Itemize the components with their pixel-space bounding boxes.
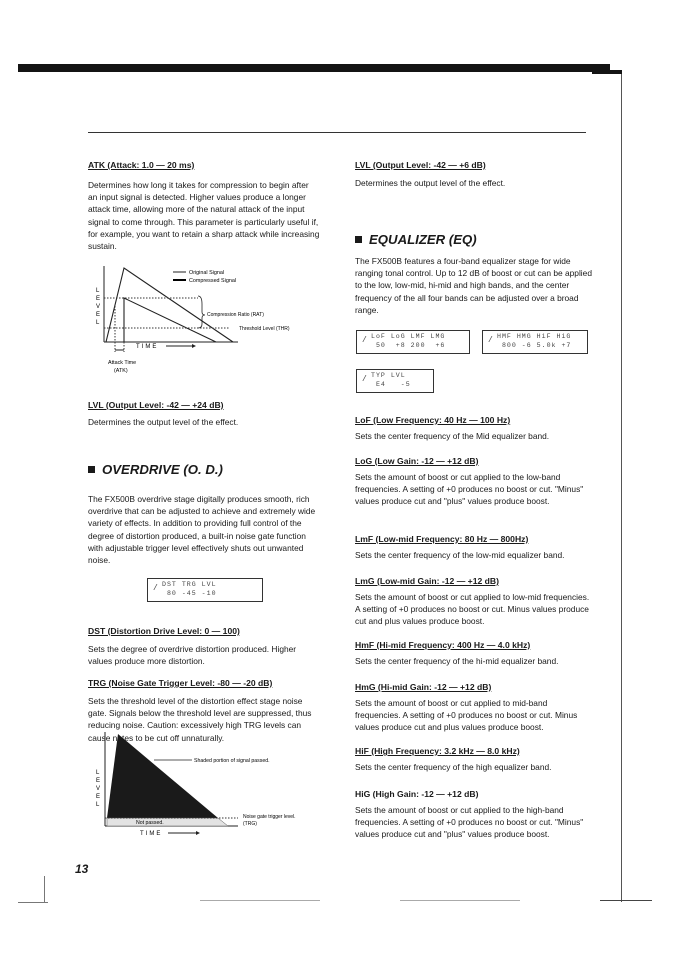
hif-section [355,746,595,773]
param-heading: HiF (High Frequency: 3.2 kHz — 8.0 kHz) [355,746,520,756]
ratio-label: Compression Ratio (RAT) [207,312,264,318]
dst-section [88,626,320,667]
ratio-brace [198,296,205,328]
param-body: Sets the center frequency of the high equalizer band. [355,762,552,772]
footer-tick [44,876,45,902]
lof-section [355,415,595,442]
lcd-line-2: 80 -45 -10 [162,590,217,597]
gate-level-letter: E [96,778,101,784]
trg-body: Sets the threshold level of the distortion effect stage noise gate. Signals below the threshold level are suppressed, thus reducing noise. Caution: excessively high TRG levels can cause notes to be cut off unnaturally. [88,696,312,743]
param-heading: HmG (Hi-mid Gain: -12 — +12 dB) [355,682,492,692]
lvl-heading-left: LVL (Output Level: -42 — +24 dB) [88,400,224,410]
lvl-body-right: Determines the output level of the effect. [355,178,506,188]
param-body: Sets the amount of boost or cut applied to the low-band frequencies. A setting of +0 produces no boost or cut. "Minus" values produce cut and "plus" values produce boost. [355,472,584,507]
overdrive-heading [88,462,320,477]
comp-level-letter: V [96,304,101,310]
equalizer-title: EQUALIZER (EQ) [369,232,477,247]
trigger-label-abbr: (TRG) [243,821,257,827]
not-passed-label: Not passed. [136,820,164,826]
lmf-section [355,534,595,561]
lcd-cursor-icon: / [153,584,159,593]
gate-level-letter: L [96,802,100,808]
lcd-line-1: TYP LVL [371,372,406,379]
lcd-cursor-icon: / [488,336,494,345]
lcd-line-1: HMF HMG HiF HiG [497,333,572,340]
header-bar-tail [592,70,622,74]
param-heading: LmG (Low-mid Gain: -12 — +12 dB) [355,576,499,586]
lcd-cursor-icon: / [362,336,368,345]
log-section [355,456,595,508]
noise-gate-diagram [88,728,322,840]
atk-heading: ATK (Attack: 1.0 — 20 ms) [88,160,195,170]
not-passed-region [107,818,228,826]
page-number: 13 [75,862,89,876]
gate-level-letters [96,770,100,808]
lcd-line-1: DST TRG LVL [162,581,217,588]
comp-level-letter: E [96,296,101,302]
hig-section [355,789,595,841]
comp-time-label: TIME [136,344,159,350]
overdrive-lcd-display [147,578,263,602]
equalizer-section [355,232,595,316]
param-heading: LoF (Low Frequency: 40 Hz — 100 Hz) [355,415,511,425]
overdrive-title: OVERDRIVE (O. D.) [102,462,223,477]
header-rule [88,132,586,133]
footer-line [400,900,520,901]
hmf-section [355,640,595,667]
legend-original-label: Original Signal [189,270,225,276]
atk-section [88,160,320,252]
lvl-section-left [88,400,320,428]
gate-time-arrowhead [196,831,200,835]
gate-level-letter: V [96,786,101,792]
footer-line [200,900,320,901]
section-bullet-icon [88,466,95,473]
comp-time-arrowhead [192,344,196,348]
param-body: Sets the amount of boost or cut applied to the high-band frequencies. A setting of +0 produces no boost or cut. "Minus" values produce cut and "plus" values produce boost. [355,805,584,840]
eq-lcd-display-3 [356,369,434,393]
param-body: Sets the center frequency of the Mid equalizer band. [355,431,550,441]
lvl-body-left: Determines the output level of the effect. [88,417,239,427]
lmg-section [355,576,595,628]
param-heading: HmF (Hi-mid Frequency: 400 Hz — 4.0 kHz) [355,640,531,650]
lcd-cursor-icon: / [362,375,368,384]
eq-lcd-display-1 [356,330,470,354]
param-body: Sets the center frequency of the low-mid equalizer band. [355,550,565,560]
param-body: Sets the amount of boost or cut applied to mid-band frequencies. A setting of +0 produces no boost or cut. Minus values produce cut and plus values produce boost. [355,698,578,733]
attack-time-label: Attack Time [108,360,137,366]
overdrive-body: The FX500B overdrive stage digitally produces smooth, rich overdrive that can be adjusted to achieve and extremely wide variety of effects. In addition to providing full control of the degree of distortion produced, a built-in noise gate function with adjustable trigger level effectively shuts out unwanted noise. [88,494,316,566]
hmg-section [355,682,595,734]
passed-signal-shape [107,734,218,818]
param-heading: LoG (Low Gain: -12 — +12 dB) [355,456,479,466]
trg-heading: TRG (Noise Gate Trigger Level: -80 — -20 dB) [88,678,273,688]
param-body: Sets the center frequency of the hi-mid equalizer band. [355,656,559,666]
param-heading: LmF (Low-mid Frequency: 80 Hz — 800Hz) [355,534,529,544]
atk-body: Determines how long it takes for compression to begin after an input signal is detected. Higher values produce a longer attack time, allowing more of the natural attack of the input signal to come through. This parameter is particularly useful if, for example, you want to retain a sharp attack while increasing sustain. [88,180,320,252]
dst-heading: DST (Distortion Drive Level: 0 — 100) [88,626,240,636]
comp-level-letter: E [96,312,101,318]
gate-level-letter: L [96,770,100,776]
compressor-diagram [88,262,320,380]
overdrive-section [88,462,320,566]
equalizer-heading [355,232,595,247]
comp-level-letters [96,288,100,326]
trigger-label: Noise gate trigger level. [243,814,296,820]
footer-line [18,902,48,903]
attack-time-abbr: (ATK) [114,368,128,374]
shaded-label: Shaded portion of signal passed. [194,758,270,764]
gate-time-label: TIME [140,831,163,837]
footer-line [600,900,652,901]
comp-level-letter: L [96,288,100,294]
comp-level-letter: L [96,320,100,326]
eq-lcd-display-2 [482,330,588,354]
dst-body: Sets the degree of overdrive distortion produced. Higher values produce more distortion. [88,644,297,667]
lcd-line-2: E4 -5 [371,381,411,388]
lvl-heading-right: LVL (Output Level: -42 — +6 dB) [355,160,486,170]
lcd-line-1: LoF LoG LMF LMG [371,333,446,340]
threshold-label: Threshold Level (THR) [239,326,290,332]
legend-compressed-label: Compressed Signal [189,278,237,284]
equalizer-body: The FX500B features a four-band equalizer stage for wide ranging tonal control. Up to 12 dB of boost or cut can be applied to the low, low-mid, hi-mid and high bands, and the center frequency of the all four bands can be adjusted over a broad range. [355,256,592,315]
section-bullet-icon [355,236,362,243]
header-bar [18,64,610,72]
param-heading: HiG (High Gain: -12 — +12 dB) [355,789,479,799]
page-edge-line [621,74,622,902]
lcd-line-2: 50 +8 200 +6 [371,342,446,349]
gate-level-letter: E [96,794,101,800]
lvl-section-right [355,160,595,189]
param-body: Sets the amount of boost or cut applied to low-mid frequencies. A setting of +0 produces no boost or cut. Minus values produce cut and plus values produce boost. [355,592,590,627]
lcd-line-2: 800 -6 5.0k +7 [497,342,572,349]
